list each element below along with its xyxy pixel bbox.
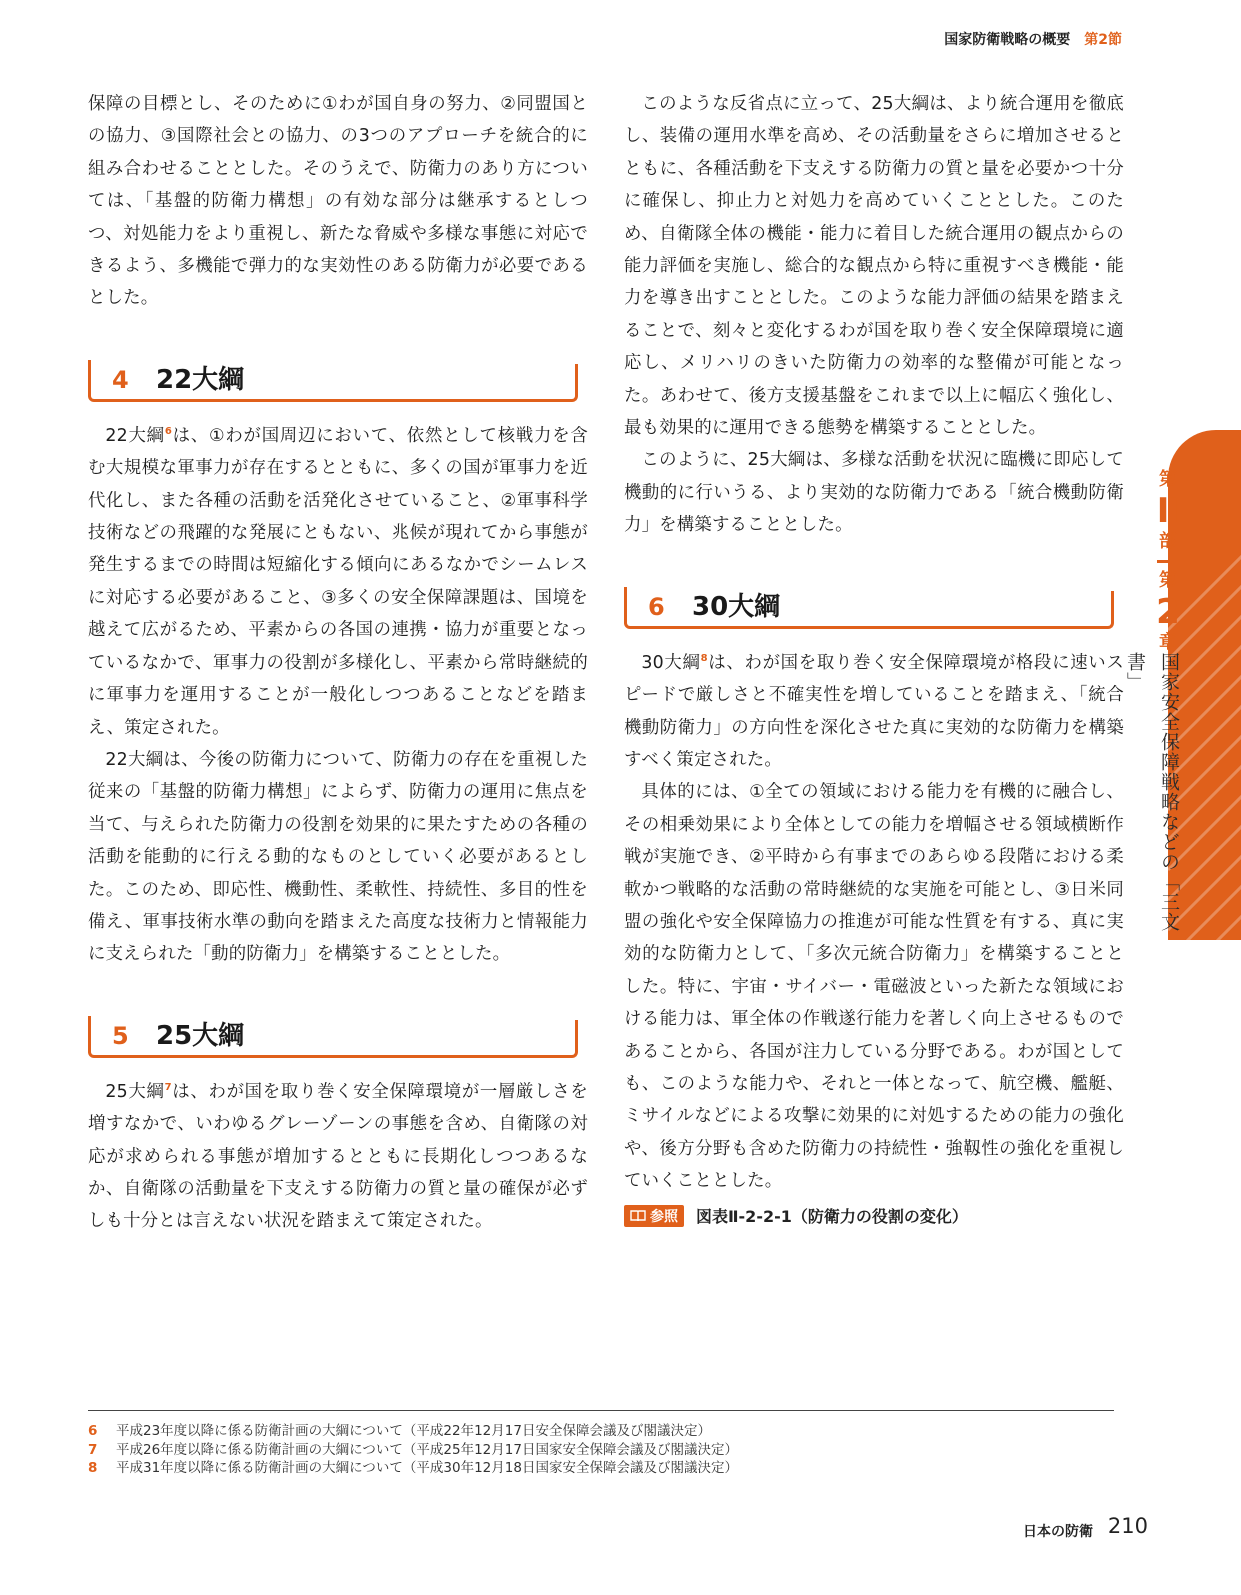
section-title: 30大綱 <box>692 591 781 622</box>
right-column <box>624 88 1124 1228</box>
label-divider <box>1157 560 1179 563</box>
paragraph-text: は、わが国を取り巻く安全保障環境が格段に速いスピードで厳しさと不確実性を増していることを踏まえ、「統合機動防衛力」の方向性を深化させた真に実効的な防衛力を構築すべく策定された。 <box>624 652 1124 770</box>
part-number: Ⅱ <box>1156 491 1180 531</box>
section-title: 25大綱 <box>156 1020 245 1051</box>
footnote-item <box>88 1441 1114 1460</box>
right-paragraph-1: このような反省点に立って、25大綱は、より統合運用を徹底し、装備の運用水準を高め、その活動量をさらに増加させるとともに、各種活動を下支えする防衛力の質と量を必要かつ十分に確保し、抑止力と対処力を高めていくこととした。このため、自衛隊全体の機能・能力に着目した統合運用の観点からの能力評価を実施し、総合的な観点から特に重視すべき機能・能力を導き出すこととした。このような能力評価の結果を踏まえることで、刻々と変化するわが国を取り巻く安全保障環境に適応し、メリハリのきいた防衛力の効率的な整備が可能となった。あわせて、後方支援基盤をこれまで以上に幅広く強化し、最も効果的に運用できる態勢を構築することとした。 <box>624 94 1124 439</box>
chapter-prefix: 第 <box>1159 570 1177 591</box>
footnote-number: 8 <box>88 1460 98 1476</box>
paragraph-text: は、①わが国周辺において、依然として核戦力を含む大規模な軍事力が存在するとともに、多くの国が軍事力を近代化し、また各種の活動を活発化させていること、②軍事科学技術などの飛躍的な発展にともない、兆候が現れてから事態が発生するまでの時間は短縮化する傾向にあるなかでシームレスに対応する必要があること、③多くの安全保障課題は、国境を越えて広がるため、平素からの各国の連携・協力が重要となっているなかで、軍事力の役割が多様化し、平素から常時継続的に軍事力を運用することが一般化しつつあることなどを踏まえ、策定された。 <box>88 425 588 738</box>
footnote-text: 平成31年度以降に係る防衛計画の大綱について（平成30年12月18日国家安全保障会議及び閣議決定） <box>116 1460 738 1476</box>
reference-badge-label: 参照 <box>650 1208 678 1225</box>
publication-title: 日本の防衛 <box>1023 1524 1093 1540</box>
footnote-text: 平成23年度以降に係る防衛計画の大綱について（平成22年12月17日安全保障会議及び閣議決定） <box>116 1423 711 1439</box>
section4-paragraph-2: 22大綱は、今後の防衛力について、防衛力の存在を重視した従来の「基盤的防衛力構想」によらず、防衛力の運用に焦点を当て、与えられた防衛力の役割を効果的に果たすための各種の活動を能動的に行える動的なものとしていく必要があるとした。このため、即応性、機動性、柔軟性、持続性、多目的性を備え、軍事技術水準の動向を踏まえた高度な技術力と情報能力に支えられた「動的防衛力」を構築することとした。 <box>88 749 588 965</box>
footnote-divider <box>88 1410 1114 1411</box>
running-head-section: 第2節 <box>1084 32 1122 48</box>
section-heading-4 <box>88 360 588 408</box>
part-prefix: 第 <box>1159 469 1177 490</box>
section-number: 5 <box>112 1021 129 1050</box>
footnote-number: 7 <box>88 1441 98 1458</box>
section6-paragraph-1 <box>624 647 1124 777</box>
chapter-number: 2 <box>1156 592 1180 632</box>
section6-paragraph-2: 具体的には、①全ての領域における能力を有機的に融合し、その相乗効果により全体としての能力を増幅させる領域横断作戦が実施でき、②平時から有事までのあらゆる段階における柔軟かつ戦略的な活動の常時継続的な実施を可能とし、③日米同盟の強化や安全保障協力の推進が可能な性質を有する、真に実効的な防衛力として、「多次元統合防衛力」を構築することとした。特に、宇宙・サイバー・電磁波といった新たな領域における能力は、軍全体の作戦遂行能力を著しく向上させるものであることから、各国が注力している分野である。わが国としても、このような能力や、それと一体となって、航空機、艦艇、ミサイルなどによる攻撃に効果的に対処するための能力の強化や、後方分野も含めた防衛力の持続性・強靱性の強化を重視していくこととした。 <box>624 782 1124 1192</box>
running-head <box>944 29 1122 49</box>
section4-paragraph-1 <box>88 420 588 744</box>
footnotes <box>88 1422 1114 1478</box>
reference-badge <box>624 1205 684 1227</box>
running-head-title: 国家防衛戦略の概要 <box>944 32 1071 48</box>
reference-text: 図表Ⅱ-2-2-1（防衛力の役割の変化） <box>696 1207 968 1227</box>
footnote-ref[interactable]: 6 <box>164 425 173 437</box>
intro-paragraph: 保障の目標とし、そのために①わが国自身の努力、②同盟国との協力、③国際社会との協力、の3つのアプローチを統合的に組み合わせることとした。そのうえで、防衛力のあり方については、「基盤的防衛力構想」の有効な部分は継承するとしつつ、対処能力をより重視し、新たな脅威や多様な事態に対応できるよう、多機能で弾力的な実効性のある防衛力が必要であるとした。 <box>88 94 588 309</box>
section-number: 6 <box>648 592 665 621</box>
chapter-title-vertical: 国家安全保障戦略などの「三文書」 <box>1124 652 1180 932</box>
lead-term: 22大綱 <box>105 425 165 446</box>
chapter-suffix: 章 <box>1159 632 1177 653</box>
part-chapter-label <box>1148 468 1188 655</box>
footnote-text: 平成26年度以降に係る防衛計画の大綱について（平成25年12月17日国家安全保障会議及び閣議決定） <box>116 1441 738 1458</box>
section5-paragraph-1 <box>88 1076 588 1238</box>
section-heading-6 <box>624 587 1124 635</box>
section-heading-5 <box>88 1016 588 1064</box>
lead-term: 30大綱 <box>641 652 701 673</box>
part-suffix: 部 <box>1159 531 1177 552</box>
paragraph-text: は、わが国を取り巻く安全保障環境が一層厳しさを増すなかで、いわゆるグレーゾーンの事態を含め、自衛隊の対応が求められる事態が増加するとともに長期化しつつあるなか、自衛隊の活動量を下支えする防衛力の質と量の確保が必ずしも十分とは言えない状況を踏まえて策定された。 <box>88 1081 588 1232</box>
lead-term: 25大綱 <box>105 1081 165 1102</box>
footnote-ref[interactable]: 7 <box>164 1081 172 1093</box>
footnote-ref[interactable]: 8 <box>700 652 708 664</box>
book-icon <box>630 1210 646 1222</box>
footnote-item <box>88 1422 1114 1441</box>
page-number: 210 <box>1107 1514 1148 1538</box>
footnote-number: 6 <box>88 1423 98 1439</box>
right-paragraph-2: このように、25大綱は、多様な活動を状況に臨機に即応して機動的に行いうる、より実効的な防衛力である「統合機動防衛力」を構築することとした。 <box>624 450 1124 536</box>
section-title: 22大綱 <box>156 364 245 395</box>
section-number: 4 <box>112 365 129 394</box>
left-column <box>88 88 588 1238</box>
footnote-item <box>88 1459 1114 1478</box>
reference-link[interactable] <box>624 1204 1124 1228</box>
